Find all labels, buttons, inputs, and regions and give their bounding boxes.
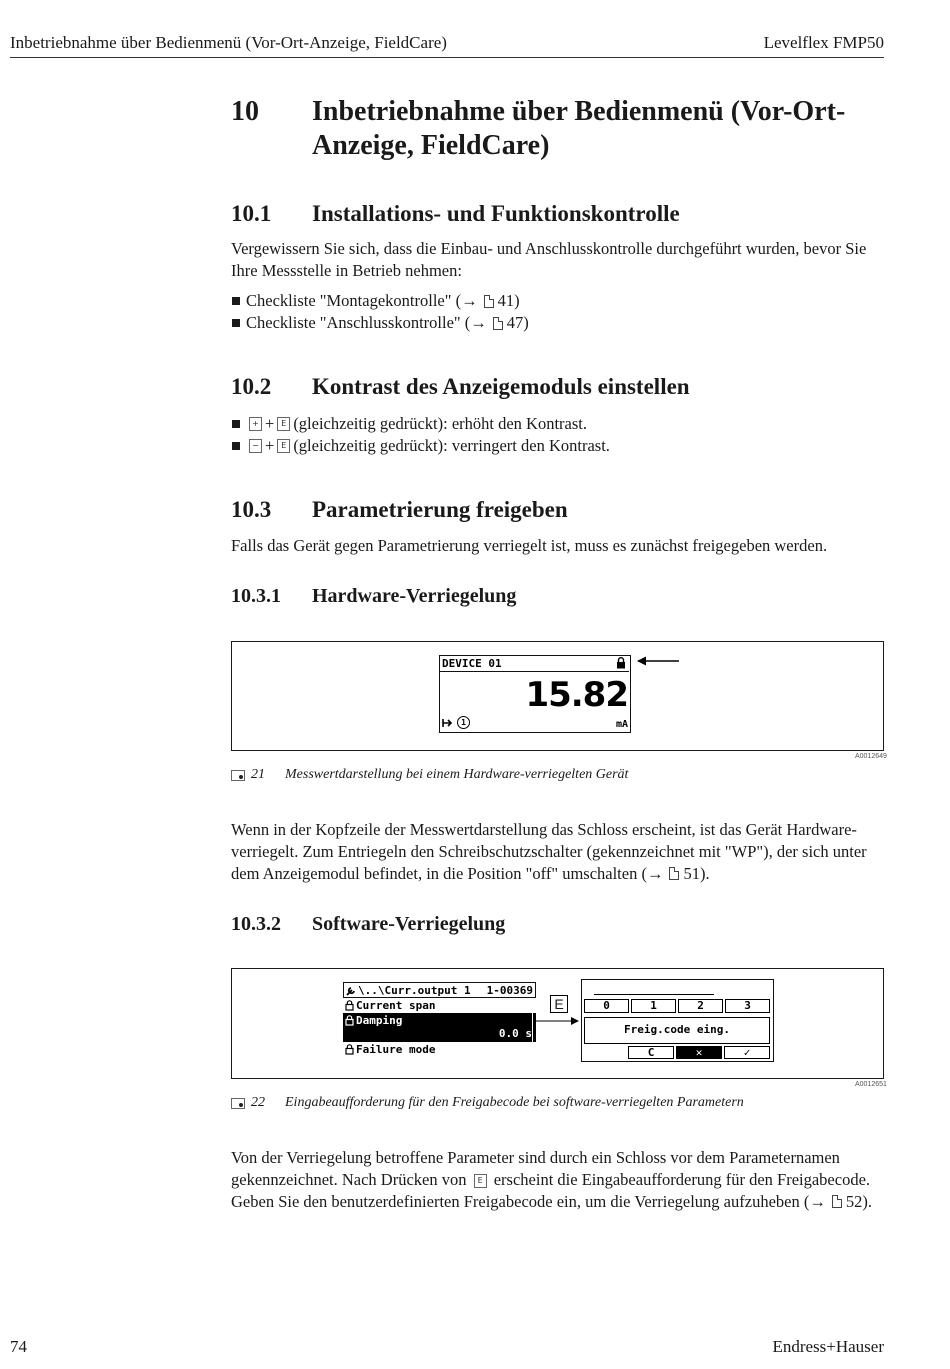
caption-text: Messwertdarstellung bei einem Hardware-verriegelten Gerät — [285, 767, 629, 782]
page-reference-icon — [669, 867, 679, 880]
page-reference[interactable]: 47) — [506, 313, 529, 332]
figure-number: 21 — [251, 767, 265, 782]
page-reference-icon — [832, 1195, 842, 1208]
enter-key-icon: E — [474, 1174, 487, 1188]
code-entry-line — [594, 994, 714, 995]
page-reference-icon — [484, 295, 494, 308]
menu-path: \..\Curr.output 1 — [358, 984, 471, 997]
section-number: 10.3 — [231, 497, 272, 522]
section-title: Installations- und Funktionskontrolle — [312, 201, 680, 226]
list-item — [231, 290, 529, 312]
paragraph-hardware-lock — [231, 819, 886, 885]
digit-button[interactable]: 0 — [584, 999, 629, 1013]
figure-icon — [231, 1098, 245, 1109]
page-reference[interactable]: 51). — [683, 864, 710, 883]
section-heading-10-3 — [231, 497, 881, 527]
pointer-arrow-icon — [636, 655, 680, 667]
bullet-icon — [232, 319, 240, 327]
menu-item-current-span[interactable] — [343, 999, 536, 1013]
digit-row — [584, 999, 770, 1013]
menu-item-failure-mode[interactable] — [343, 1043, 536, 1057]
lock-icon — [345, 1044, 354, 1055]
figure-id: A0012651 — [855, 1081, 887, 1088]
chapter-title-line1: Inbetriebnahme über Bedienmenü (Vor-Ort- — [312, 96, 846, 127]
damping-value: 0.0 s — [498, 1027, 532, 1040]
caption-text: Eingabeaufforderung für den Freigabecode bei software-verriegelten Parametern — [285, 1095, 744, 1110]
lock-icon — [616, 657, 626, 669]
subsection-heading-10-3-2 — [231, 913, 881, 939]
digit-button[interactable]: 3 — [725, 999, 770, 1013]
figure-software-lock — [231, 968, 884, 1079]
paragraph-unlock: Falls das Gerät gegen Parametrierung verriegelt ist, muss es zunächst freigegeben werden. — [231, 536, 828, 555]
figure-caption-22 — [231, 1095, 744, 1111]
page-number: 74 — [10, 1337, 27, 1356]
figure-number: 22 — [251, 1095, 265, 1110]
device-tag: DEVICE 01 — [442, 657, 502, 670]
menu-code: 1-00369 — [486, 984, 533, 997]
bullet-icon — [232, 442, 240, 450]
brand-name: Endress+Hauser — [772, 1337, 884, 1356]
figure-icon — [231, 770, 245, 781]
clear-button[interactable]: C — [628, 1046, 674, 1059]
subsection-title: Hardware-Verriegelung — [312, 585, 517, 607]
section-number: 10.2 — [231, 374, 272, 399]
list-item — [231, 312, 529, 334]
unlock-code-prompt: Freig.code eing. — [584, 1017, 770, 1044]
transition-arrow-icon — [536, 1015, 580, 1027]
subsection-title: Software-Verriegelung — [312, 913, 506, 935]
section-heading-10-2 — [231, 374, 881, 404]
lock-icon — [345, 1015, 354, 1026]
page-reference[interactable]: 52). — [845, 1192, 872, 1211]
plus-sign: + — [265, 436, 275, 455]
subsection-number: 10.3.1 — [231, 585, 281, 607]
paragraph-text: erscheint die Eingabeaufforderung für den Freigabecode. Geben Sie den benutzerdefinierten Freigabecode ein, um die Verriegelung aufzuheben (→ — [231, 1170, 871, 1211]
confirm-button[interactable]: ✓ — [724, 1046, 770, 1059]
bullet-icon — [232, 297, 240, 305]
list-item — [231, 413, 610, 435]
chapter-heading — [231, 95, 931, 165]
section-number: 10.1 — [231, 201, 272, 226]
lock-icon — [345, 1000, 354, 1011]
checklist-item-text: Checkliste "Anschlusskontrolle" (→ — [246, 313, 487, 332]
section-title: Parametrierung freigeben — [312, 497, 568, 522]
chapter-title-line2: Anzeige, FieldCare) — [312, 130, 550, 161]
chapter-title — [312, 95, 912, 163]
contrast-list — [231, 413, 610, 457]
figure-hardware-lock — [231, 641, 884, 751]
running-header — [10, 33, 884, 58]
unit-label: mA — [615, 719, 628, 730]
subsection-heading-10-3-1 — [231, 585, 881, 611]
enter-key-icon: E — [277, 439, 290, 453]
menu-header — [343, 982, 536, 998]
minus-key-icon: − — [249, 439, 262, 453]
page-footer — [10, 1337, 884, 1357]
lcd-display — [439, 655, 631, 733]
enter-key-icon: E — [550, 995, 568, 1013]
paragraph-installation: Vergewissern Sie sich, dass die Einbau- und Anschlusskontrolle durchgeführt wurden, bevor Sie Ihre Messstelle in Betrieb nehmen: — [231, 239, 867, 280]
measured-value: 15.82 — [525, 675, 628, 715]
menu-item-label: Damping — [356, 1014, 403, 1027]
figure-id: A0012649 — [855, 753, 887, 760]
contrast-item-text: (gleichzeitig gedrückt): erhöht den Kontrast. — [293, 414, 588, 433]
lcd-unlock-dialog — [581, 979, 774, 1062]
lcd-menu-screen — [343, 982, 536, 1062]
paragraph-software-lock — [231, 1147, 886, 1213]
cancel-button[interactable]: ✕ — [676, 1046, 722, 1059]
header-section-title: Inbetriebnahme über Bedienmenü (Vor-Ort-Anzeige, FieldCare) — [10, 33, 447, 52]
section-title: Kontrast des Anzeigemoduls einstellen — [312, 374, 690, 399]
header-product-name: Levelflex FMP50 — [763, 33, 884, 52]
list-item — [231, 435, 610, 457]
enter-key-icon: E — [277, 417, 290, 431]
digit-button[interactable]: 1 — [631, 999, 676, 1013]
digit-button[interactable]: 2 — [678, 999, 723, 1013]
lcd-header — [440, 656, 629, 672]
contrast-item-text: (gleichzeitig gedrückt): verringert den Kontrast. — [293, 436, 610, 455]
plus-key-icon: + — [249, 417, 262, 431]
menu-item-damping[interactable] — [343, 1013, 532, 1042]
subsection-number: 10.3.2 — [231, 913, 281, 935]
page-reference[interactable]: 41) — [497, 291, 520, 310]
menu-item-label: Failure mode — [356, 1043, 436, 1056]
dialog-button-row — [628, 1046, 770, 1059]
checklist-list — [231, 290, 529, 334]
plus-sign: + — [265, 414, 275, 433]
menu-item-label: Current span — [356, 999, 436, 1012]
bullet-icon — [232, 420, 240, 428]
figure-caption-21 — [231, 767, 628, 783]
chapter-number: 10 — [231, 96, 259, 127]
wrench-icon — [346, 985, 357, 996]
page-reference-icon — [493, 317, 503, 330]
paragraph-text: Von der Verriegelung betroffene Parameter sind durch ein Schloss vor dem Parameternamen gekennzeichnet. Nach Drücken von — [231, 1148, 840, 1189]
paragraph-text: Wenn in der Kopfzeile der Messwertdarstellung das Schloss erscheint, ist das Gerät Hardware-verriegelt. Zum Entriegeln den Schreibschutzschalter (gekennzeichnet mit "WP"), der sich unter dem Anzeigemodul befindet, in die Position "off" umschalten (→ — [231, 820, 867, 883]
output-arrow-icon — [442, 717, 456, 729]
checklist-item-text: Checkliste "Montagekontrolle" (→ — [246, 291, 478, 310]
section-heading-10-1 — [231, 201, 881, 231]
channel-indicator: 1 — [457, 716, 470, 729]
